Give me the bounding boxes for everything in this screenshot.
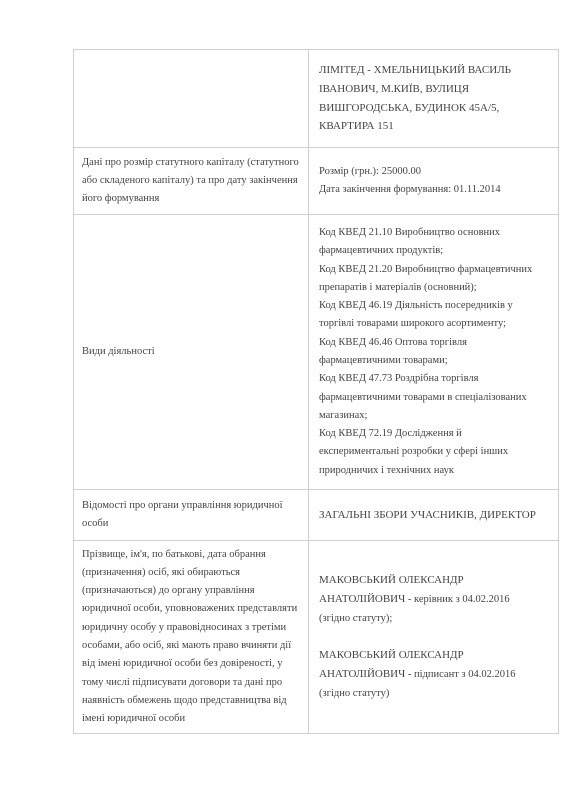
activity-item: Код КВЕД 21.10 Виробництво основних фармацевтичних продуктів; — [319, 226, 501, 257]
person-role: - керівник з 04.02.2016 (згідно статуту); — [319, 594, 510, 624]
activity-item: Код КВЕД 72.19 Дослідження й експериментальні розробки у сфері інших природничих і технічних наук — [319, 428, 509, 476]
activities-label: Види діяльності — [82, 345, 155, 357]
table-row — [73, 50, 559, 148]
activity-item: Код КВЕД 46.19 Діяльність посередників у торгівлі товарами широкого асортименту; — [319, 300, 513, 330]
capital-label: Дані про розмір статутного капіталу (статутного або складеного капіталу) та про дату закінчення його формування — [82, 156, 299, 205]
person-entry — [319, 646, 550, 703]
person-role: - підписант з 04.02.2016 (згідно статуту) — [319, 669, 516, 699]
activity-item: Код КВЕД 21.20 Виробництво фармацевтичних препаратів і матеріалів (основний); — [319, 263, 533, 293]
management-bodies: ЗАГАЛЬНІ ЗБОРИ УЧАСНИКІВ, ДИРЕКТОР — [319, 508, 536, 521]
registry-table — [73, 49, 559, 734]
table-row — [73, 490, 559, 541]
person-name: МАКОВСЬКИЙ ОЛЕКСАНДР АНАТОЛІЙОВИЧ — [319, 574, 464, 606]
activity-item: Код КВЕД 47.73 Роздрібна торгівля фармацевтичними товарами в спеціалізованих магазинах; — [319, 373, 527, 421]
person-entry — [319, 571, 550, 628]
person-name: МАКОВСЬКИЙ ОЛЕКСАНДР АНАТОЛІЙОВИЧ — [319, 649, 464, 681]
management-label: Відомості про органи управління юридичної особи — [82, 499, 283, 529]
table-row — [73, 148, 559, 215]
capital-formation-date: Дата закінчення формування: 01.11.2014 — [319, 184, 501, 195]
activity-item: Код КВЕД 46.46 Оптова торгівля фармацевтичними товарами; — [319, 336, 467, 366]
row-label — [74, 50, 309, 147]
table-row — [73, 541, 559, 734]
table-row — [73, 215, 559, 490]
founder-address: ЛІМІТЕД - ХМЕЛЬНИЦЬКИЙ ВАСИЛЬ ІВАНОВИЧ, М.КИЇВ, ВУЛИЦЯ ВИШГОРОДСЬКА, БУДИНОК 45А/5, КВАРТИРА 151 — [319, 64, 511, 133]
capital-amount: Розмір (грн.): 25000.00 — [319, 165, 421, 177]
representatives-label: Прізвище, ім'я, по батькові, дата обрання (призначення) осіб, які обираються (призначаються) до органу управління юридичної особи, уповноважених представляти юридичну особу у правовідносинах з третіми особами, або осіб, які мають право вчиняти дії від імені юридичної особи без довіреності, у тому числі підписувати договори та дані про наявність обмежень щодо представництва від імені юридичної особи — [82, 548, 298, 725]
